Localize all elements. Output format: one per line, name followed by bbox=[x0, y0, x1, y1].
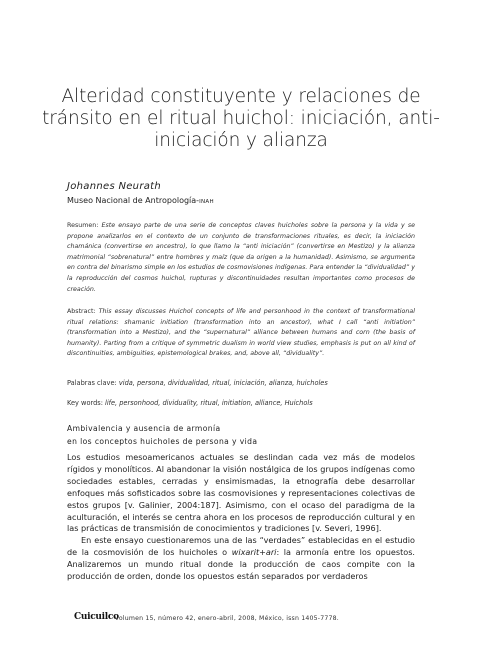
abstract-text: This essay discusses Huichol concepts of life and personhood in the context of transformational ritual relations: shamanic initiation (transformation into an ancestor), what I call “anti initiation” (transformation into a Mestizo), and the “supernatural” alliance between humans and corn (the basis of humanity). Parting from a critique of symmetric dualism in world view studies, emphasis is put on all kind of discontinuities, ambiguities, epistemological brakes, and, above all, “dividuality”. bbox=[67, 308, 415, 358]
abstract-block bbox=[67, 307, 415, 360]
resumen-label: Resumen: bbox=[67, 222, 102, 229]
key-words-text: life, personhood, dividuality, ritual, initiation, alliance, Huichols bbox=[105, 399, 313, 407]
affiliation-suffix: INAH bbox=[199, 199, 214, 205]
body-paragraph-2-term: wixarit+ari bbox=[231, 547, 277, 558]
resumen-block bbox=[67, 221, 415, 295]
key-words bbox=[67, 398, 415, 408]
key-words-label: Key words: bbox=[67, 399, 106, 407]
affiliation-name: Museo Nacional de Antropología- bbox=[67, 196, 200, 205]
palabras-clave bbox=[67, 378, 415, 388]
author-affiliation bbox=[67, 196, 214, 205]
palabras-clave-label: Palabras clave: bbox=[67, 379, 119, 387]
footer-citation: volumen 15, número 42, enero-abril, 2008, México, issn 1405-7778. bbox=[115, 615, 339, 622]
resumen-text: Este ensayo parte de una serie de conceptos claves huicholes sobre la persona y la vida y se propone analizarlos en el contexto de un conjunto de transformaciones rituales, es decir, la iniciación chamánica (convertirse en ancestro), lo que llamo la “anti iniciación” (convertirse en Mestizo) y la alianza matrimonial “sobrenatural” entre hombres y maíz (que da origen a la humanidad). Asimismo, se argumenta en contra del binarismo simple en los estudios de cosmovisiones indígenas. Para entender la “dividualidad” y la reproducción del cosmos huichol, rupturas y discontinuidades resultan importantes como procesos de creación. bbox=[67, 222, 415, 293]
body-paragraph-2 bbox=[67, 535, 415, 583]
body-text bbox=[67, 452, 415, 583]
body-paragraph-2-end: : la armonía entre los opuestos. Analizaremos un mundo ritual donde la producción de caos compite con la producción de orden, donde los opuestos están separados por verdaderos bbox=[67, 547, 415, 582]
page-footer bbox=[74, 612, 434, 626]
body-paragraph-1: Los estudios mesoamericanos actuales se deslindan cada vez más de modelos rígidos y monolíticos. Al abandonar la visión nostálgica de los grupos indígenas como sociedades estables, cerradas y ensimismadas, la etnografía debe desarrollar enfoques más sofisticados sobre las cosmovisiones y representaciones colectivas de estos grupos [v. Galinier, 2004:187]. Asimismo, con el ocaso del paradigma de la aculturación, el interés se centra ahora en los procesos de reproducción cultural y en las prácticas de transmisión de conocimientos y tradiciones [v. Severi, 1996]. bbox=[67, 452, 415, 534]
article-title: Alteridad constituyente y relaciones de tránsito en el ritual huichol: iniciación, anti-iniciación y alianza bbox=[42, 86, 440, 151]
journal-logo: Cuicuilco bbox=[74, 612, 119, 622]
section-heading-line1: Ambivalencia y ausencia de armonía bbox=[67, 424, 221, 433]
palabras-clave-text: vida, persona, dividualidad, ritual, iniciación, alianza, huicholes bbox=[118, 379, 328, 387]
author-name: Johannes Neurath bbox=[67, 181, 162, 192]
section-heading-line2: en los conceptos huicholes de persona y vida bbox=[67, 437, 258, 446]
abstract-label: Abstract: bbox=[67, 308, 99, 315]
body-paragraph-2-start: En este ensayo cuestionaremos una de las “verdades” establecidas en el estudio de la cosmovisión de los huicholes o bbox=[67, 535, 415, 558]
